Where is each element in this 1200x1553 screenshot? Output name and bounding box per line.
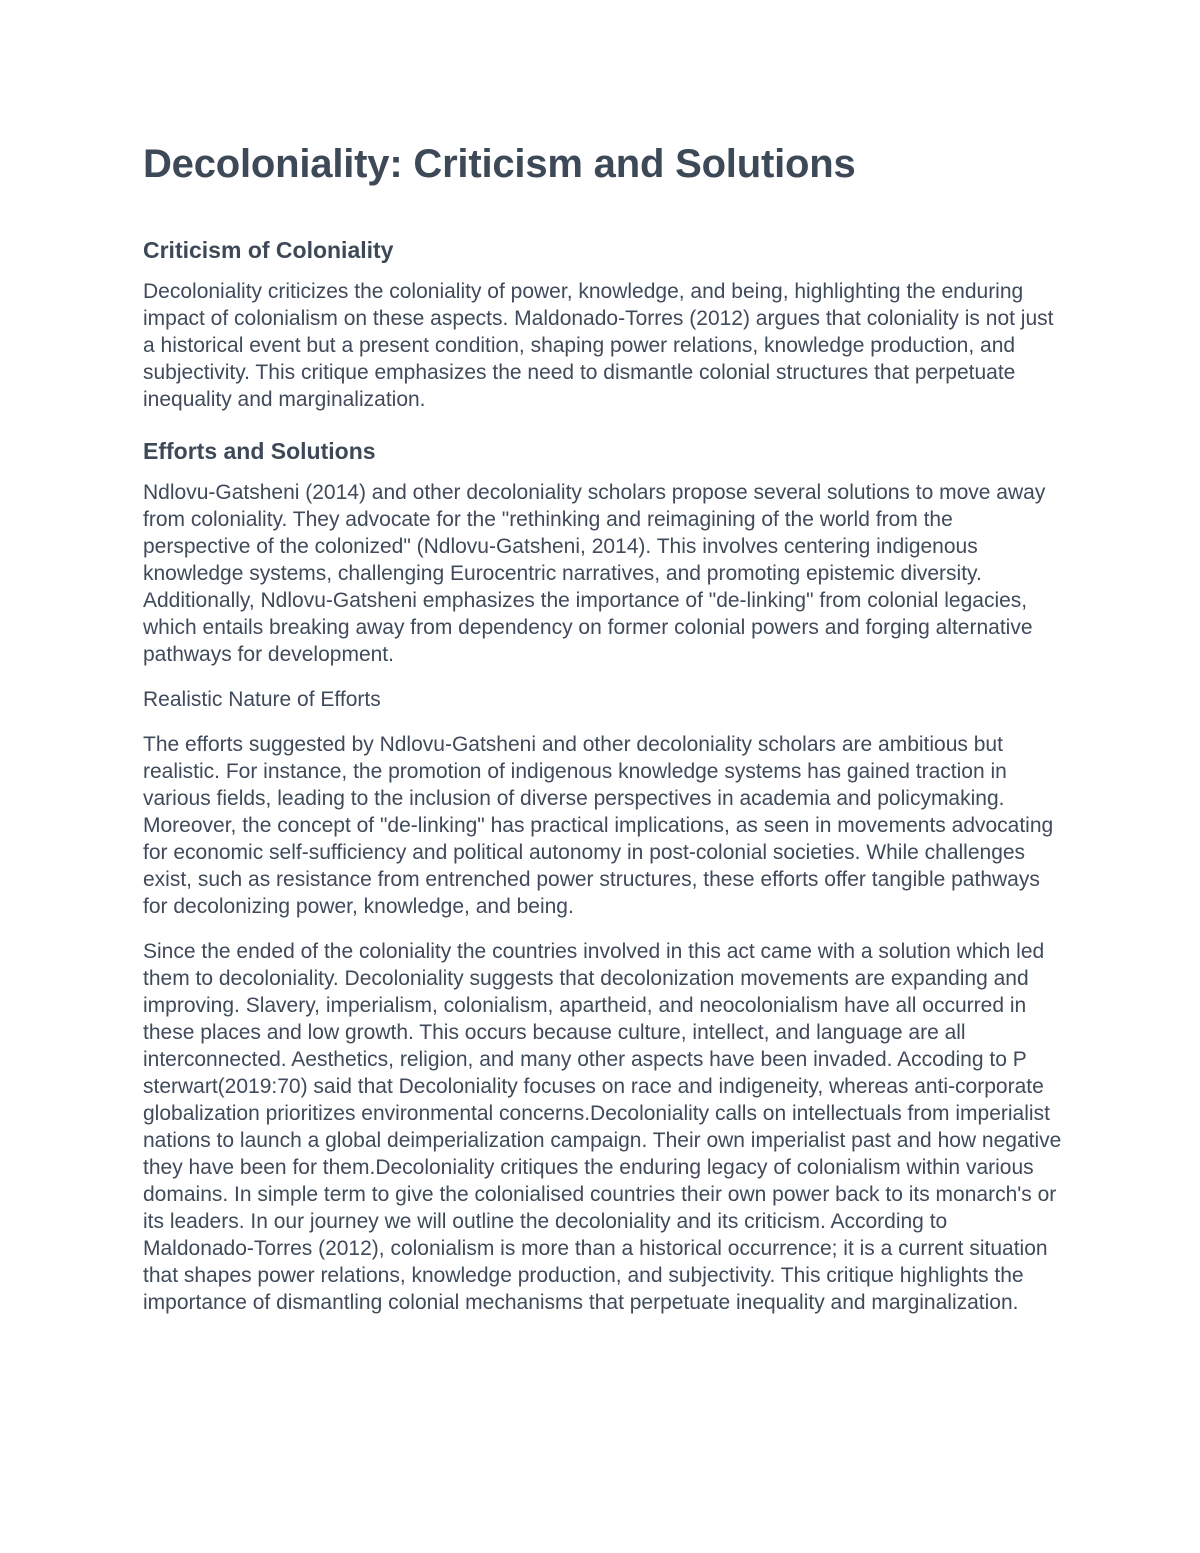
document-title: Decoloniality: Criticism and Solutions	[143, 142, 856, 186]
section-heading-criticism: Criticism of Coloniality	[143, 237, 394, 263]
paragraph-criticism: Decoloniality criticizes the coloniality of power, knowledge, and being, highlighting the enduring impact of colonialism on these aspects. Maldonado-Torres (2012) argues that coloniality is not just a historical event but a present condition, shaping power relations, knowledge production, and subjectivity. This critique emphasizes the need to dismantle colonial structures that perpetuate inequality and marginalization.	[143, 280, 1054, 411]
paragraph-realistic-2: Since the ended of the coloniality the countries involved in this act came with a solution which led them to decoloniality. Decoloniality suggests that decolonization movements are expanding and improving. Slavery, imperialism, colonialism, apartheid, and neocolonialism have all occurred in these places and low growth. This occurs because culture, intellect, and language are all interconnected. Aesthetics, religion, and many other aspects have been invaded. Accoding to P sterwart(2019:70) said that Decoloniality focuses on race and indigeneity, whereas anti-corporate globalization prioritizes environmental concerns.Decoloniality calls on intellectuals from imperialist nations to launch a global deimperialization campaign. Their own imperialist past and how negative they have been for them.Decoloniality critiques the enduring legacy of colonialism within various domains. In simple term to give the colonialised countries their own power back to its monarch's or its leaders. In our journey we will outline the decoloniality and its criticism. According to Maldonado-Torres (2012), colonialism is more than a historical occurrence; it is a current situation that shapes power relations, knowledge production, and subjectivity. This critique highlights the importance of dismantling colonial mechanisms that perpetuate inequality and marginalization.	[143, 940, 1062, 1314]
paragraph-efforts: Ndlovu-Gatsheni (2014) and other decoloniality scholars propose several solutions to move away from coloniality. They advocate for the "rethinking and reimagining of the world from the perspective of the colonized" (Ndlovu-Gatsheni, 2014). This involves centering indigenous knowledge systems, challenging Eurocentric narratives, and promoting epistemic diversity. Additionally, Ndlovu-Gatsheni emphasizes the importance of "de-linking" from colonial legacies, which entails breaking away from dependency on former colonial powers and forging alternative pathways for development.	[143, 481, 1046, 666]
document-page	[143, 140, 1063, 1334]
paragraph-realistic-1: The efforts suggested by Ndlovu-Gatsheni and other decoloniality scholars are ambitious but realistic. For instance, the promotion of indigenous knowledge systems has gained traction in various fields, leading to the inclusion of diverse perspectives in academia and policymaking. Moreover, the concept of "de-linking" has practical implications, as seen in movements advocating for economic self-sufficiency and political autonomy in post-colonial societies. While challenges exist, such as resistance from entrenched power structures, these efforts offer tangible pathways for decolonizing power, knowledge, and being.	[143, 733, 1054, 918]
subheading-realistic-nature: Realistic Nature of Efforts	[143, 688, 381, 711]
section-heading-efforts: Efforts and Solutions	[143, 438, 376, 464]
